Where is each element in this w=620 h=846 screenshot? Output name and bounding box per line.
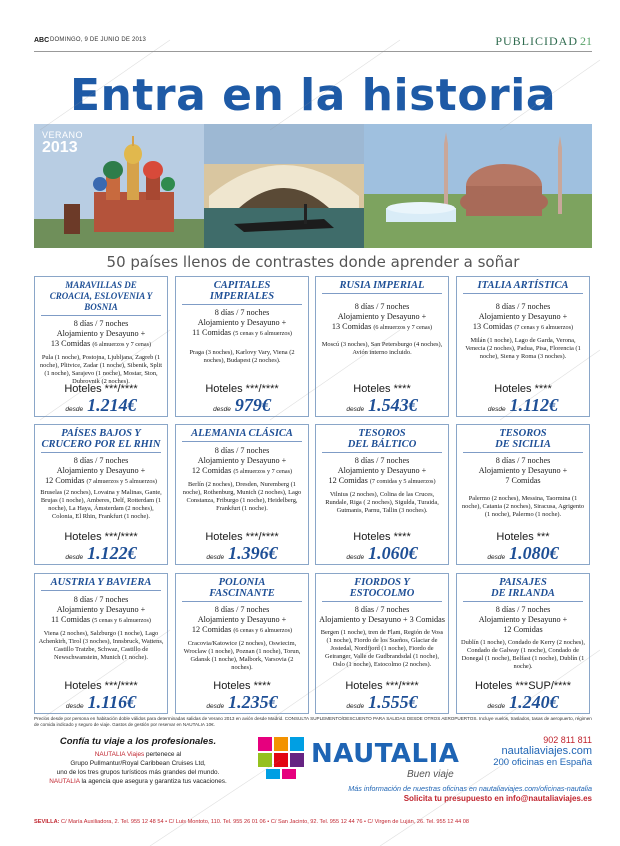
- nautalia-logo-icon: [258, 737, 308, 779]
- bridge-shape: [204, 124, 364, 248]
- tour-details: 8 días / 7 noches Alojamiento y Desayuno + 12 Comidas (7 comidas y 5 almuerzos): [328, 456, 436, 485]
- tour-card: [175, 276, 309, 417]
- tour-details: 8 días / 7 noches Alojamiento y Desayuno + 13 Comidas (6 almuerzos y 7 cenas): [50, 319, 152, 348]
- title-underline: [463, 601, 583, 602]
- tour-price: desde 979€: [213, 395, 271, 415]
- tour-price: desde 1.112€: [487, 395, 559, 415]
- tour-price: desde 1.060€: [346, 543, 418, 563]
- tour-price: desde 1.214€: [65, 395, 137, 415]
- tour-details: 8 días / 7 noches Alojamiento y Desayuno + 7 Comidas: [478, 456, 568, 485]
- tour-cities: Milán (1 noche), Lago de Garda, Verona, Venecia (2 noches), Padua, Pisa, Florencia (1 noche), Siena y Roma (3 noches).: [465, 337, 581, 360]
- tour-cities: Praga (3 noches), Karlovy Vary, Viena (2 noches), Budapest (2 noches).: [189, 349, 295, 364]
- hero-banner: [34, 124, 592, 248]
- title-underline: [182, 601, 302, 602]
- mosque-shape: [364, 124, 592, 248]
- tour-title: CAPITALES IMPERIALES: [209, 280, 275, 302]
- tour-price: desde 1.240€: [487, 692, 559, 712]
- season-line2: 2013: [42, 139, 78, 156]
- page-number: 21: [580, 34, 592, 48]
- tour-card: [315, 424, 449, 565]
- offices-info-link[interactable]: Más información de nuestras oficinas en nautaliaviajes.com/oficinas-nautalia: [348, 784, 592, 793]
- masthead-rule: [34, 51, 592, 52]
- tour-title: ALEMANIA CLÁSICA: [191, 428, 293, 439]
- hotel-category: Hoteles ****: [353, 531, 411, 543]
- tour-title: ITALIA ARTÍSTICA: [477, 280, 569, 291]
- tour-details: 8 días / 7 noches Alojamiento y Desayuno + 13 Comidas (7 cenas y 6 almuerzos): [472, 302, 574, 331]
- tour-price: desde 1.543€: [346, 395, 418, 415]
- address-city: SEVILLA:: [34, 819, 60, 825]
- tour-title: PAISAJES DE IRLANDA: [491, 577, 555, 599]
- tour-details: 8 días / 7 noches Alojamiento y Desayuno + 11 Comidas (5 cenas y 6 almuerzos): [51, 595, 151, 624]
- title-underline: [182, 304, 302, 305]
- tour-cities: Moscú (3 noches), San Petersburgo (4 noches), Avión interno incluido.: [321, 341, 443, 356]
- tour-card: [34, 276, 168, 417]
- tour-card: [456, 424, 590, 565]
- trust-text: NAUTALIA Viajes pertenece al Grupo Pullmantur/Royal Caribbean Cruises Ltd, uno de los tres grupos turísticos más grandes del mundo. NAUTALIA la agencia que asegura y garantiza tus vacaciones.: [49, 751, 227, 785]
- paper-name: ABC: [34, 37, 50, 44]
- tour-card: [34, 424, 168, 565]
- website-link[interactable]: nautaliaviajes.com: [501, 745, 592, 757]
- season-label: [42, 130, 83, 156]
- hotel-category: Hoteles ***: [496, 531, 550, 543]
- tour-details: 8 días / 7 noches Alojamiento y Desayuno + 12 Comidas (6 cenas y 6 almuerzos): [191, 605, 293, 634]
- title-underline: [41, 590, 161, 591]
- title-underline: [322, 452, 442, 453]
- tour-card: [315, 573, 449, 714]
- masthead: [34, 34, 592, 50]
- offices-count: 200 oficinas en España: [493, 757, 592, 768]
- hotel-category: Hoteles ***/****: [64, 383, 138, 395]
- banner-illustration: [34, 124, 592, 248]
- tour-details: 8 días / 7 noches Alojamiento y Desayuno + 12 Comidas (7 almuerzos y 5 almuerzos): [45, 456, 157, 485]
- hotel-category: Hoteles ***/****: [345, 680, 419, 692]
- tour-title: AUSTRIA Y BAVIERA: [50, 577, 152, 588]
- tour-card: [175, 424, 309, 565]
- tour-cities: Palermo (2 noches), Messina, Taormina (1 noche), Catania (2 noches), Siracusa, Agrigento (1 noche), Palermo (1 noche).: [461, 495, 585, 518]
- hotel-category: Hoteles ***/****: [64, 531, 138, 543]
- hotel-category: Hoteles ***SUP/****: [475, 680, 571, 692]
- tour-grid: [34, 276, 592, 716]
- tour-cities: Dublín (1 noche), Condado de Kerry (2 noches), Condado de Galway (1 noche), Condado de Donegal (1 noche), Belfast (1 noche), Dublín (1 noche).: [460, 639, 586, 670]
- tour-price: desde 1.116€: [65, 692, 137, 712]
- tour-price: desde 1.235€: [206, 692, 278, 712]
- brand-name: NAUTALIA: [311, 739, 460, 769]
- tour-title: PAÍSES BAJOS Y CRUCERO POR EL RHIN: [41, 428, 161, 450]
- tour-price: desde 1.122€: [65, 543, 137, 563]
- tour-title: TESOROS DE SICILIA: [495, 428, 551, 450]
- advertiser-block: [34, 733, 592, 813]
- title-underline: [182, 441, 302, 442]
- brand-tagline: Buen viaje: [407, 769, 454, 780]
- quote-request-link[interactable]: Solicita tu presupuesto en info@nautaliaviajes.es: [403, 794, 592, 803]
- section-label: PUBLICIDAD: [495, 34, 578, 48]
- tour-details: 8 días / 7 noches Alojamiento y Desayuno + 13 Comidas (6 almuerzos y 7 cenas): [331, 302, 433, 331]
- issue-date: DOMINGO, 9 DE JUNIO DE 2013: [50, 37, 147, 43]
- headline: Entra en la historia: [69, 70, 557, 121]
- hotel-category: Hoteles ***/****: [64, 680, 138, 692]
- tour-cities: Pula (1 noche), Postojna, Ljubljana, Zagreb (1 noche), Plitvice, Zadar (1 noche), Sibenik, Split (1 noche), Sarajevo (1 noche), Mostar, Ston, Dubrovnik (2 noches).: [39, 354, 163, 385]
- title-underline: [463, 293, 583, 294]
- title-underline: [322, 601, 442, 602]
- contact-block: [493, 735, 592, 768]
- tour-cities: Viena (2 noches), Salzburgo (1 noche), Lago Achenkirh, Tirol (3 noches), Innsbruck, Wattens, Castillo Tratzbe, Schwaz, Castillo de Newschwanstein, Munich (1 noche).: [38, 630, 164, 661]
- subheadline: 50 países llenos de contrastes donde aprender a soñar: [106, 253, 520, 271]
- title-underline: [41, 315, 161, 316]
- tour-cities: Bergen (1 noche), tren de Flam, Región de Voss (1 noche), Fiordo de los Sueños, Glaciar de Jostedal, Nordfjord (1 noche), Fiordo de Geiranger, Valle de Gudbrandsdal (1 noche), Oslo (1 noche), Estocolmo (2 noches).: [320, 629, 444, 668]
- tour-cities: Cracovia/Katowice (2 noches), Oswiecim, Wroclaw (1 noche), Poznan (1 noche), Torun, Gdansk (1 noche), Malbork, Varsovia (2 noches).: [183, 640, 301, 671]
- title-underline: [463, 452, 583, 453]
- tour-card: [315, 276, 449, 417]
- tour-details: 8 días / 7 noches Alojamiento y Desayuno + 3 Comidas: [319, 605, 445, 624]
- hotel-category: Hoteles ****: [353, 383, 411, 395]
- tour-cities: Vilnius (2 noches), Colina de las Cruces, Rundale, Riga ( 2 noches), Sigulda, Turaida, Gutmanis, Parnu, Tallin (3 noches).: [325, 491, 439, 514]
- tour-details: 8 días / 7 noches Alojamiento y Desayuno + 11 Comidas (5 cenas y 6 almuerzos): [192, 308, 292, 337]
- tour-details: 8 días / 7 noches Alojamiento y Desayuno + 12 Comidas: [478, 605, 568, 634]
- tour-price: desde 1.555€: [346, 692, 418, 712]
- tour-details: 8 días / 7 noches Alojamiento y Desayuno + 12 Comidas (5 almuerzos y 7 cenas): [191, 446, 293, 475]
- phone-number: 902 811 811: [543, 735, 592, 745]
- tour-card: [34, 573, 168, 714]
- tour-title: FIORDOS Y ESTOCOLMO: [349, 577, 415, 599]
- hotel-category: Hoteles ****: [494, 383, 552, 395]
- tour-title: POLONIA FASCINANTE: [209, 577, 275, 599]
- trust-statement: [34, 733, 242, 786]
- address-list: C/ María Auxiliadora, 2. Tel. 955 12 48 54 • C/ Luis Montoto, 110. Tel. 955 26 01 06 • C/ San Jacinto, 92. Tel. 955 12 44 76 • C/ Virgen de Luján, 26. Tel. 955 12 44 08: [61, 819, 470, 825]
- tour-cities: Berlín (2 noches), Dresden, Nuremberg (1 noche), Rothenburg, Munich (2 noches), Lago Constanza, Friburgo (1 noche), Heidelberg, Frankfurt (1 noche).: [182, 481, 302, 512]
- tour-title: RUSIA IMPERIAL: [339, 280, 425, 291]
- office-addresses: [34, 819, 592, 825]
- title-underline: [41, 452, 161, 453]
- trust-title: Confía tu viaje a los profesionales.: [59, 736, 217, 747]
- hotel-category: Hoteles ***/****: [205, 383, 279, 395]
- tour-title: TESOROS DEL BÁLTICO: [347, 428, 417, 450]
- tour-price: desde 1.080€: [487, 543, 559, 563]
- tour-price: desde 1.396€: [206, 543, 278, 563]
- tour-cities: Bruselas (2 noches), Lovaina y Malinas, Gante, Brujas (1 noche), Amberes, Delf, Rotterdam (1 noche), La Haya, Ámsterdam (2 noches), Colonia, El Rhin, Frankfurt (1 noche).: [40, 489, 162, 520]
- tour-card: [175, 573, 309, 714]
- hotel-category: Hoteles ****: [213, 680, 271, 692]
- tour-card: [456, 573, 590, 714]
- price-footnote: Precios desde por persona en habitación doble válidos para determinadas salidas de Verano 2013 en avión desde Madrid. CONSULTA SUPLEMENTO/DESCUENTO PARA SALIDAS DESDE OTROS AEROPUERTOS. Incluye vuelos, traslados, tasas de aeropuerto, régimen de comida indicado y seguro de viaje. Gastos de gestión por reservar en NAUTALIA 10€.: [34, 716, 592, 727]
- tour-card: [456, 276, 590, 417]
- hotel-category: Hoteles ***/****: [205, 531, 279, 543]
- season-line1: VERANO: [42, 130, 84, 140]
- title-underline: [322, 293, 442, 294]
- tour-title: MARAVILLAS DE CROACIA, ESLOVENIA Y BOSNIA: [49, 280, 153, 312]
